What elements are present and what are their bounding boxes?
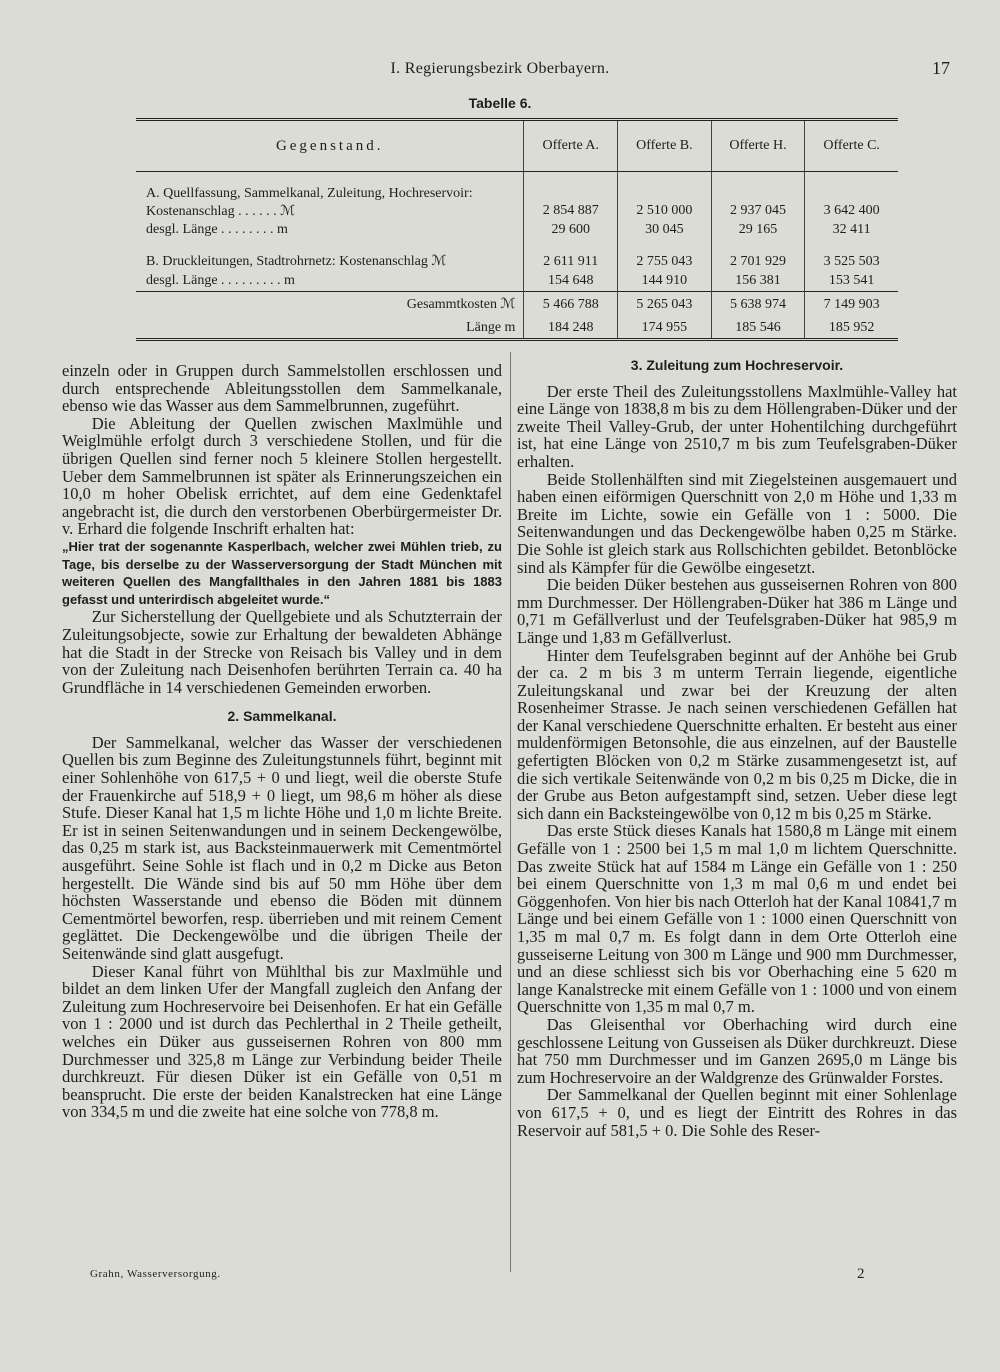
running-head: I. Regierungsbezirk Oberbayern. [390, 60, 610, 77]
column-divider [510, 352, 511, 1272]
cell-value: 32 411 [805, 221, 898, 240]
paragraph: Der Sammelkanal, welcher das Wasser der verschiedenen Quellen bis zum Beginne des Zuleitungstunnels führt, beginnt mit einer Sohlenhöhe von 617,5 + 0 und liegt, weil die oberste Stufe der Frauenkirche auf 518,9 + 0 liegt, um 98,6 m höher als diese Stufe. Dieser Kanal hat 1,5 m lichte Höhe und 1,0 m lichte Breite. Er ist in seinen Seitenwandungen und in seinem Deckengewölbe, das 0,25 m stark ist, aus Backsteinmauerwerk mit Cementmörtel ausgeführt. Seine Sohle ist flach und in 0,2 m Dicke aus Beton hergestellt. Die Wände sind bis auf 50 mm Höhe über dem höchsten Wasserstande und ebenso die Böden mit dünnem Cementmörtel beworfen, resp. überrieben und mit reinem Cement geglättet. Die Deckengewölbe und die übrigen Theile der Seitenwände sind glatt ausgefugt. [62, 732, 502, 963]
cost-table [136, 118, 898, 341]
table-row [136, 185, 898, 221]
signature-mark: 2 [857, 1266, 865, 1282]
total-value: 5 638 974 [711, 292, 805, 316]
table-row [136, 272, 898, 292]
inscription-quote: „Hier trat der sogenannte Kasperlbach, welcher zwei Mühlen trieb, zu Tage, bis derselbe zu der Wasserversorgung der Stadt München mit weiteren Quellen des Mangfallthales in den Jahren 1881 bis 1883 gefasst und unterirdisch abgeleitet wurde.“ [62, 538, 502, 607]
table-row [136, 253, 898, 272]
cell-value: 2 701 929 [711, 253, 805, 272]
header-offer-h: Offerte H. [711, 120, 805, 172]
total-value: 184 248 [524, 315, 618, 340]
table-total-row [136, 315, 898, 340]
total-label: Länge m [136, 315, 524, 340]
cell-value: 29 600 [524, 221, 618, 240]
left-column [62, 362, 502, 1121]
paragraph: einzeln oder in Gruppen durch Sammelstollen erschlossen und durch entsprechende Ableitungsstollen dem Sammelkanale, ebenso wie das Wasser aus dem Sammelbrunnen, zugeführt. [62, 361, 502, 416]
cell-value: 29 165 [711, 221, 805, 240]
row-label: desgl. Länge . . . . . . . . m [146, 222, 288, 237]
cell-value: 154 648 [524, 272, 618, 292]
cell-value: 3 642 400 [805, 185, 898, 221]
paragraph: Hinter dem Teufelsgraben beginnt auf der Anhöhe bei Grub der ca. 2 m bis 3 m unterm Terrain liegende, eigentliche Zuleitungskanal und zwar bei der Kreuzung der alten Rosenheimer Strasse. Je nach seinen verschiedenen Gefällen hat der Kanal verschiedene Querschnitte erhalten. Er besteht aus einer muldenförmigen Betonsohle, die aus einzelnen, auf der Baustelle gefertigten Blöcken von 0,2 m Stärke zusammengesetzt ist, auf die sich vertikale Seitenwände von 0,2 m bis 0,25 m Dicke, die in der Grube aus Beton aufgestampft sind, setzen. Ueber diese legt sich dann ein Backsteingewölbe von 0,12 m bis 0,25 m Stärke. [517, 645, 957, 823]
paragraph: Das Gleisenthal vor Oberhaching wird durch eine geschlossene Leitung von Gusseisen als Düker durchkreuzt. Diese hat 750 mm Durchmesser und im Ganzen 2695,0 m Länge bis zum Hochreservoire an der Waldgrenze des Grünwalder Forstes. [517, 1014, 957, 1087]
total-value: 5 265 043 [618, 292, 712, 316]
cell-value: 2 611 911 [524, 253, 618, 272]
cell-value: 30 045 [618, 221, 712, 240]
footer-signature: Grahn, Wasserversorgung. [90, 1268, 221, 1280]
paragraph: Das erste Stück dieses Kanals hat 1580,8 m Länge mit einem Gefälle von 1 : 2500 bei 1,5 m mal 1,0 m lichtem Querschnitte. Das zweite Stück hat auf 1584 m Länge ein Gefälle von 1 : 250 bei einem Querschnitte von 1,3 m mal 0,6 m und endet bei Göggenhofen. Von hier bis nach Otterloh hat der Kanal 10841,7 m Länge und bei einem Gefälle von 1 : 1000 einen Querschnitt von 1,35 m mal 0,7 m. Es folgt dann in dem Orte Otterloh eine gusseiserne Leitung von 300 m Länge und 900 mm Durchmesser, und an diese schliesst sich bis vor Oberhaching eine 5 620 m lange Kanalstrecke mit einem Gefälle von 1 : 1000 und von einem Querschnitte von 1,35 m mal 0,7 m. [517, 821, 957, 1017]
paragraph: Die beiden Düker bestehen aus gusseisernen Rohren von 800 mm Durchmesser. Der Höllengraben-Düker hat 386 m Länge und 0,71 m Gefällverlust und der Teufelsgraben-Düker hat 985,9 m Länge und 1,83 m Gefällverlust. [517, 575, 957, 647]
cell-value: 2 510 000 [618, 185, 712, 221]
total-value: 185 546 [711, 315, 805, 340]
cell-value: 2 755 043 [618, 253, 712, 272]
total-value: 174 955 [618, 315, 712, 340]
cell-value: 144 910 [618, 272, 712, 292]
total-value: 5 466 788 [524, 292, 618, 316]
row-label: A. Quellfassung, Sammelkanal, Zuleitung, Hochreservoir: Kostenanschlag . . . . . . ℳ [146, 186, 473, 219]
cell-value: 3 525 503 [805, 253, 898, 272]
cell-value: 153 541 [805, 272, 898, 292]
section-heading-zuleitung: 3. Zuleitung zum Hochreservoir. [630, 357, 844, 373]
page-number: 17 [932, 58, 950, 78]
paragraph: Der Sammelkanal der Quellen beginnt mit einer Sohlenlage von 617,5 + 0, und es liegt der Eintritt des Rohres in das Reservoir auf 581,5 + 0. Die Sohle des Reser- [517, 1085, 957, 1140]
cell-value: 2 937 045 [711, 185, 805, 221]
table-header-row [136, 120, 898, 172]
table-title: Tabelle 6. [468, 95, 532, 111]
cell-value: 2 854 887 [524, 185, 618, 221]
section-heading-sammelkanal: 2. Sammelkanal. [227, 708, 337, 725]
header-subject: Gegenstand. [136, 120, 524, 172]
row-label: desgl. Länge . . . . . . . . . m [146, 273, 295, 288]
table-row [136, 221, 898, 240]
total-value: 7 149 903 [805, 292, 898, 316]
total-label: Gesammtkosten ℳ [136, 292, 524, 316]
row-label: B. Druckleitungen, Stadtrohrnetz: Kostenanschlag ℳ [146, 254, 447, 269]
header-offer-b: Offerte B. [618, 120, 712, 172]
table-total-row [136, 292, 898, 316]
total-value: 185 952 [805, 315, 898, 340]
header-offer-c: Offerte C. [805, 120, 898, 172]
right-column [517, 357, 957, 1139]
paragraph: Beide Stollenhälften sind mit Ziegelsteinen ausgemauert und haben einen eiförmigen Querschnitt von 2,0 m Höhe und 1,33 m Breite im Lichte, sowie ein Gefälle von 1 : 5000. Die Seitenwandungen und das Deckengewölbe haben 0,25 m Stärke. Die Sohle ist gleich stark aus Rollschichten gebildet. Betonblöcke sind als Kämpfer für die Gewölbe eingesetzt. [517, 469, 957, 577]
paragraph: Der erste Theil des Zuleitungsstollens Maxlmühle-Valley hat eine Länge von 1838,8 m bis zu dem Höllengraben-Düker und der zweite Theil Valley-Grub, der unter Hohentilching durchgeführt ist, hat eine Länge von 2510,7 m bis zum Teufelsgraben-Düker erhalten. [517, 381, 957, 471]
paragraph: Dieser Kanal führt von Mühlthal bis zur Maxlmühle und bildet an dem linken Ufer der Mangfall zugleich den Anfang der Zuleitung zum Hochreservoire bei Deisenhofen. Er hat ein Gefälle von 1 : 2000 und ist durch das Pechlerthal in 2 Theile getheilt, welches ein Düker aus gusseisernen Rohren von 800 mm Durchmesser und 325,8 m Länge zur Verbindung beider Theile durchkreuzt. Für diesen Düker ist ein Gefälle von 0,51 m beansprucht. Die erste der beiden Kanalstrecken hat eine Länge von 334,5 m und die zweite hat eine solche von 778,8 m. [62, 961, 502, 1122]
paragraph: Zur Sicherstellung der Quellgebiete und als Schutzterrain der Zuleitungsobjecte, sowie zur Erhaltung der bewaldeten Abhänge hat die Stadt in der Strecke von Reisach bis Valley und in dem von der Zuleitung nach Deisenhofen berührten Terrain ca. 40 ha Grundfläche in 14 verschiedenen Gemeinden erworben. [62, 607, 502, 697]
cell-value: 156 381 [711, 272, 805, 292]
header-offer-a: Offerte A. [524, 120, 618, 172]
paragraph: Die Ableitung der Quellen zwischen Maxlmühle und Weiglmühle erfolgt durch 3 verschiedene Stollen, und für die übrigen Quellen sind ferner noch 5 kleinere Stollen hergestellt. Ueber dem Sammelbrunnen ist später als Erinnerungszeichen ein 10,0 m hoher Obelisk errichtet, auf dem eine Gedenktafel angebracht ist, die durch den verstorbenen Oberbürgermeister Dr. v. Erhard die folgende Inschrift erhalten hat: [62, 413, 502, 539]
